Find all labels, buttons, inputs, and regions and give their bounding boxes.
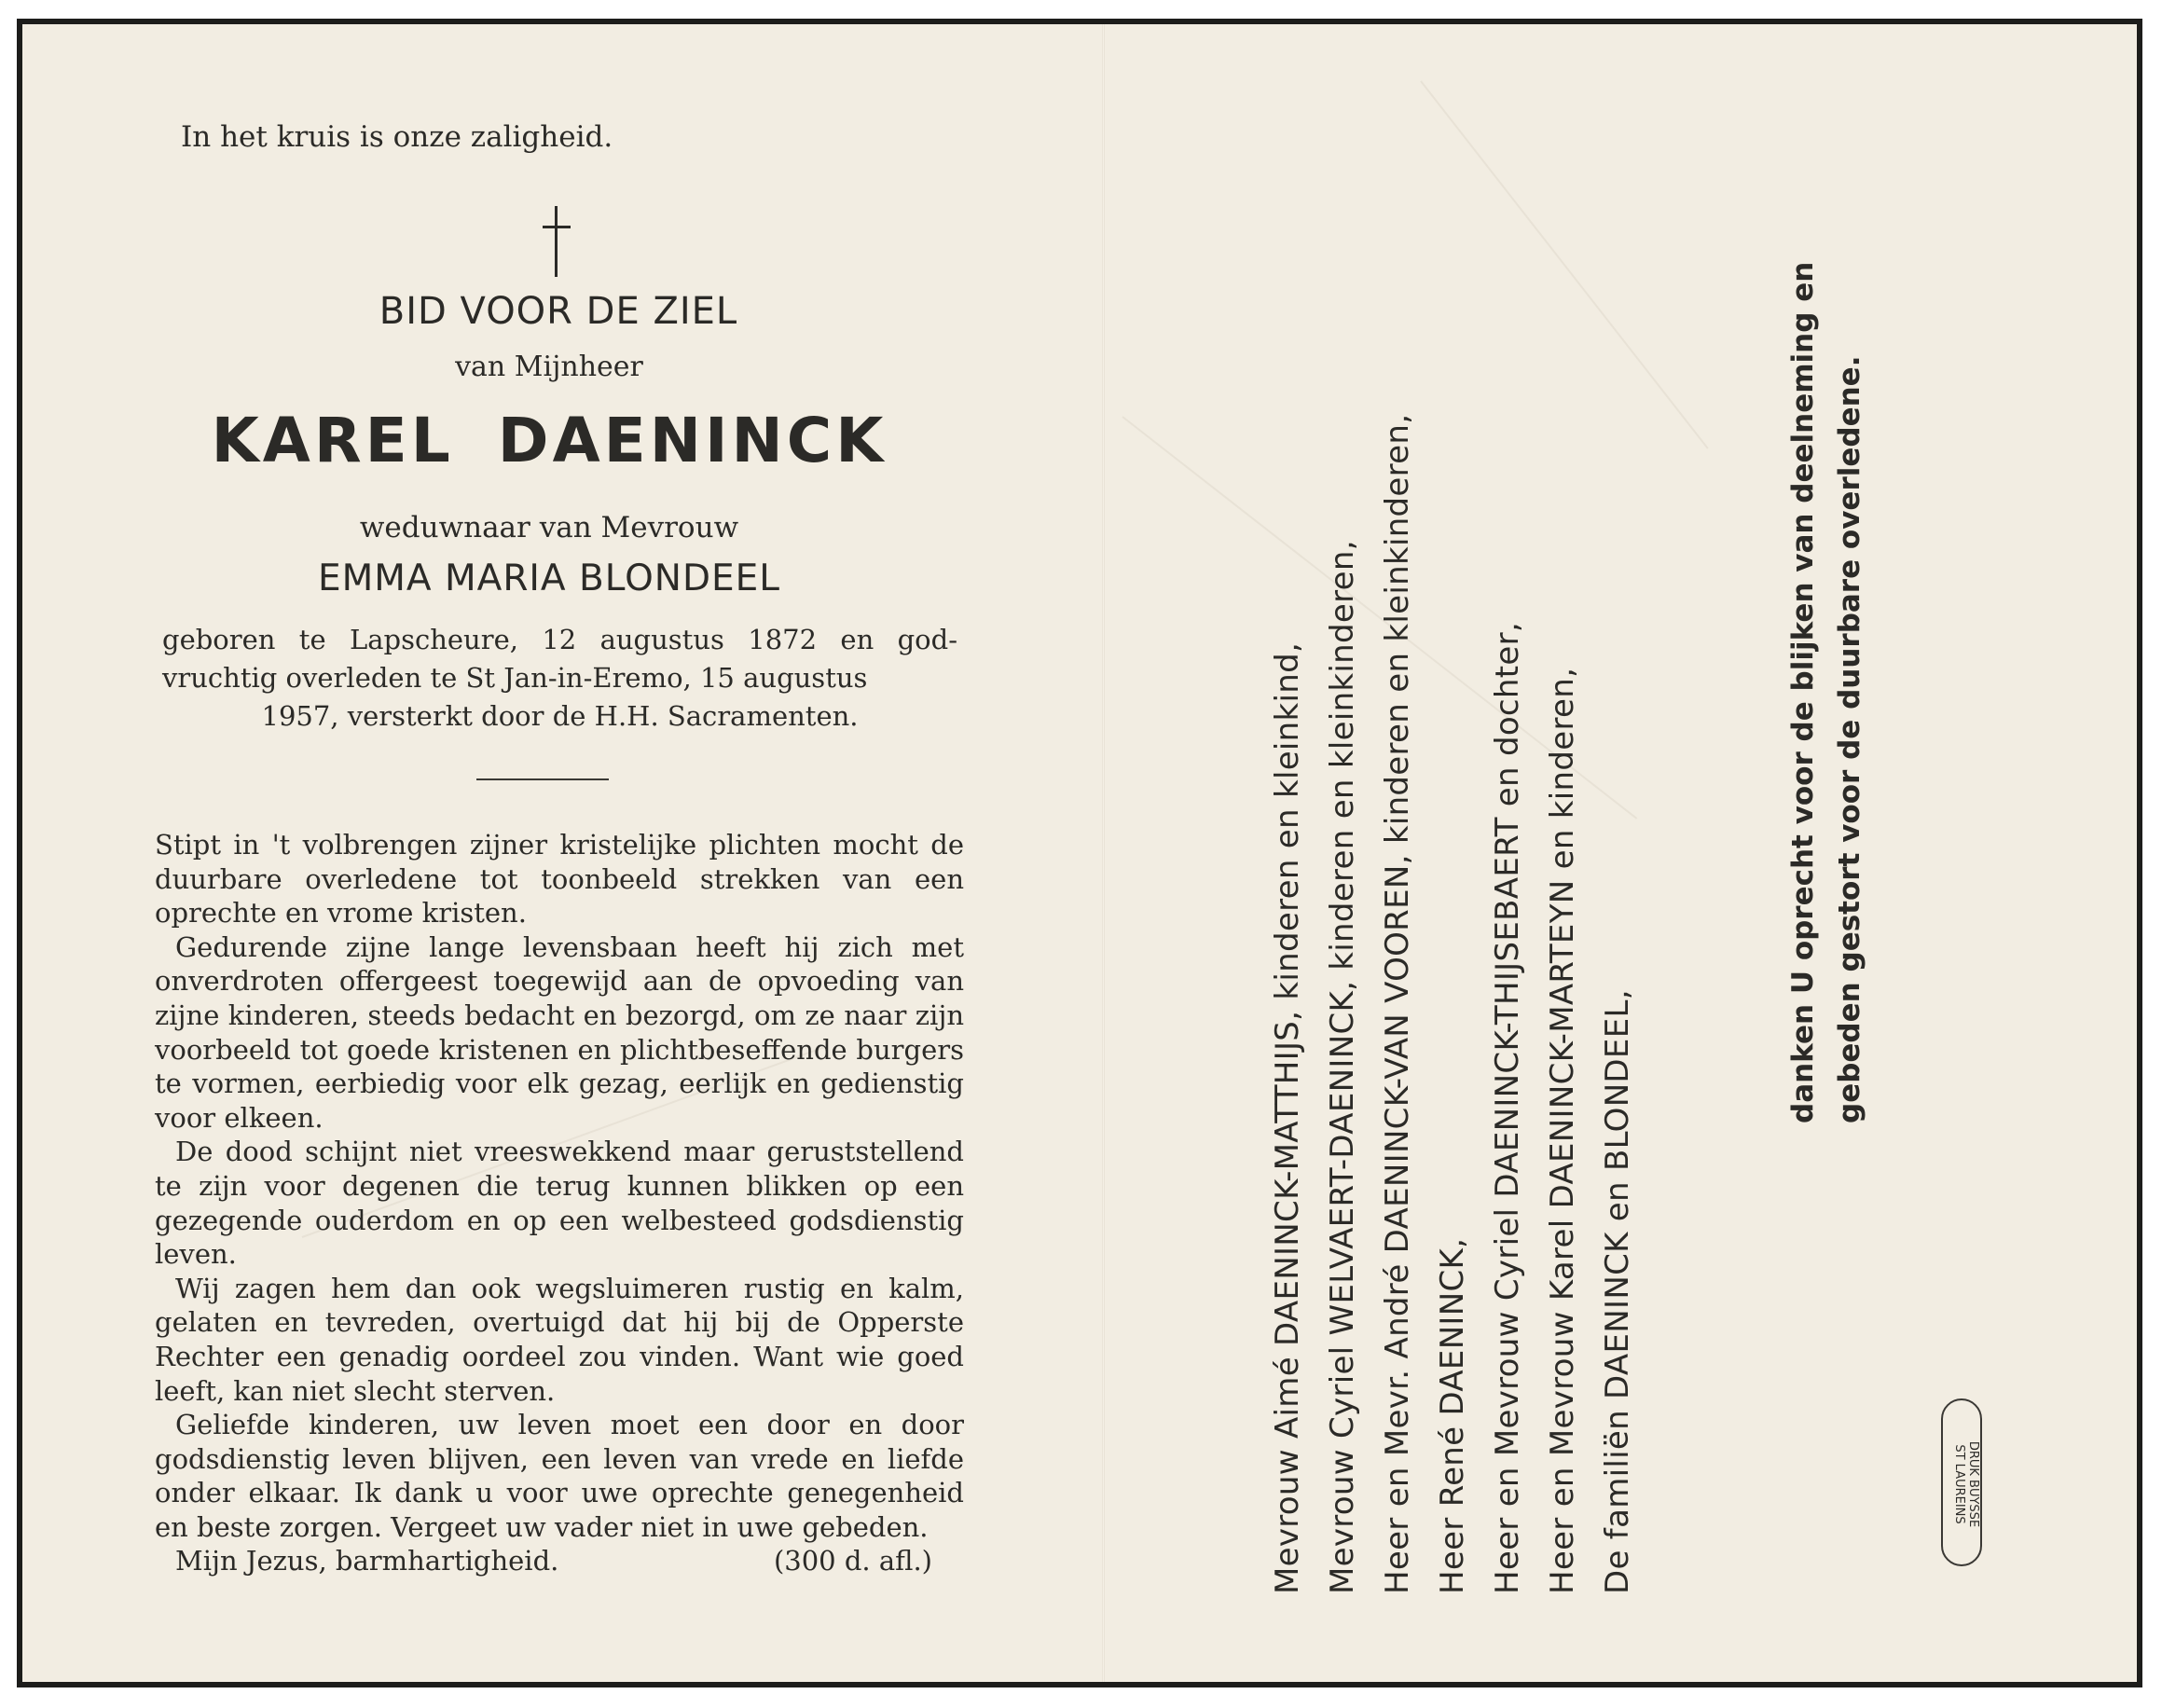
memorial-paragraph: Gedurende zijne lange levensbaan heeft hij zich met onverdroten offergeest toegewijd aan de opvoeding van zijne kinderen, steeds bedacht en bezorgd, om ze naar zijn voorbeeld tot goede kristenen en plichtbeseffende burgers te vormen, eerbiedig voor elk gezag, eerlijk en gedienstig voor elkeen.	[155, 930, 964, 1134]
widower-line: weduwnaar van Mevrouw	[359, 511, 739, 544]
thanks-line: danken U oprecht voor de blijken van deelneming en	[1786, 261, 1820, 1123]
family-line: De familiën DAENINCK en BLONDEEL,	[1599, 989, 1636, 1594]
family-line: Heer en Mevrouw Karel DAENINCK-MARTEYN en kinderen,	[1544, 667, 1581, 1594]
memorial-paragraph: Stipt in 't volbrengen zijner kristelijke plichten mocht de duurbare overledene tot toonbeeld strekken van een oprechte en vrome kristen.	[155, 829, 964, 930]
family-line: Heer René DAENINCK,	[1434, 1237, 1471, 1594]
printer-stamp	[1941, 1398, 1982, 1566]
birth-death-last: 1957, versterkt door de H.H. Sacramenten.	[261, 700, 859, 732]
printer-stamp-line: ST LAUREINS	[1952, 1444, 1966, 1524]
family-line: Mevrouw Cyriel WELVAERT-DAENINCK, kinderen en kleinkinderen,	[1324, 540, 1361, 1594]
left-page	[22, 24, 1102, 1682]
thanks-line: gebeden gestort voor de duurbare overledene.	[1833, 355, 1866, 1123]
birth-death-details	[162, 621, 957, 736]
memorial-paragraph: De dood schijnt niet vreeswekkend maar geruststellend te zijn voor degenen die terug kunnen blikken op een gezegende ouderdom en op een welbesteed godsdienstig leven.	[155, 1136, 964, 1271]
prayer-heading: BID VOOR DE ZIEL	[379, 290, 738, 333]
divider	[476, 778, 609, 780]
family-line: Mevrouw Aimé DAENINCK-MATTHIJS, kinderen en kleinkind,	[1269, 641, 1306, 1594]
indulgence-note: (300 d. afl.)	[773, 1545, 932, 1577]
spouse-name: EMMA MARIA BLONDEEL	[317, 558, 781, 599]
deceased-name: KAREL DAENINCK	[211, 405, 888, 476]
closing-line	[155, 1544, 964, 1578]
birth-death-main: geboren te Lapscheure, 12 augustus 1872 en god-vruchtig overleden te St Jan-in-Eremo, 15 augustus	[162, 624, 957, 694]
memorial-paragraph: Geliefde kinderen, uw leven moet een door en door godsdienstig leven blijven, een leven van vrede en liefde onder elkaar. Ik dank u voor uwe oprechte genegenheid en beste zorgen. Vergeet uw vader niet in uwe gebeden.	[155, 1409, 964, 1543]
memorial-card	[17, 19, 2142, 1687]
printer-stamp-line: DRUK BUYSSE	[1966, 1440, 1980, 1528]
title-line: van Mijnheer	[455, 351, 643, 383]
family-line: Heer en Mevr. André DAENINCK-VAN VOOREN, kinderen en kleinkinderen,	[1379, 413, 1416, 1594]
family-line: Heer en Mevrouw Cyriel DAENINCK-THIJSEBAERT en dochter,	[1489, 621, 1526, 1594]
memorial-text	[155, 828, 964, 1578]
latin-cross-icon	[538, 206, 575, 277]
memorial-paragraph: Wij zagen hem dan ook wegsluimeren rustig en kalm, gelaten en tevreden, overtuigd dat hij bij de Opperste Rechter een genadig oordeel zou vinden. Want wie goed leeft, kan niet slecht sterven.	[155, 1272, 964, 1407]
motto: In het kruis is onze zaligheid.	[181, 120, 613, 154]
closing-prayer: Mijn Jezus, barmhartigheid.	[175, 1545, 559, 1577]
